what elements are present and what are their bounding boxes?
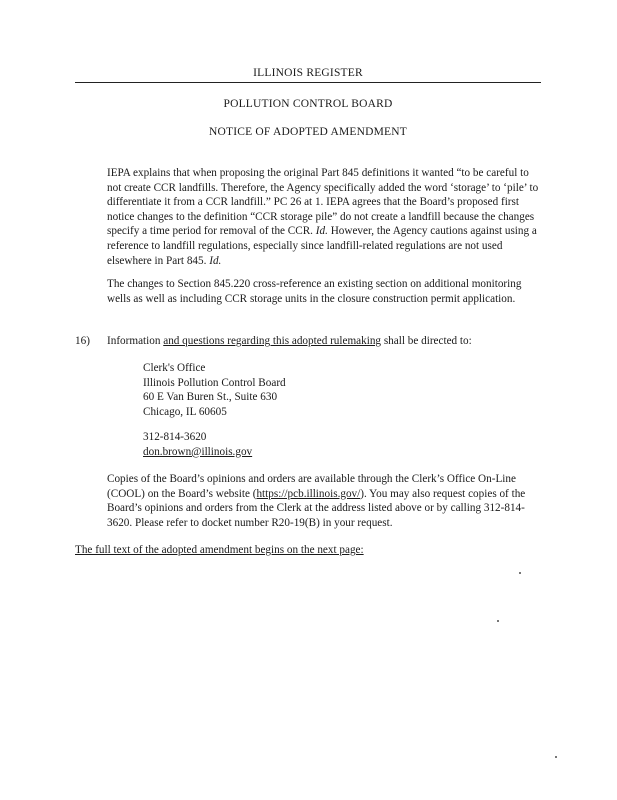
item-16-text — [107, 334, 472, 349]
paragraph-copies-info — [107, 472, 541, 530]
contact-address — [143, 361, 286, 419]
paragraph-text-a: IEPA explains that when proposing the original Part 845 definitions it wanted “to be careful to not create CCR landfills. Therefore, the Agency specifically added the word ‘storage’ to ‘pile’ to differentiate it from a CCR landfill.” PC 26 at 1. IEPA agrees that the Board’s proposed first notice changes to the definition “CCR storage pile” do not create a landfill because the changes specify a time period for removal of the CCR. — [107, 167, 539, 238]
contact-phone: 312-814-3620 — [143, 431, 207, 443]
scan-speck — [519, 572, 521, 574]
citation-id: Id. — [315, 225, 328, 238]
paragraph-iepa-explanation — [107, 166, 541, 268]
website-link[interactable]: https://pcb.illinois.gov/ — [256, 487, 361, 500]
item-number: 16) — [75, 335, 90, 347]
notice-title: NOTICE OF ADOPTED AMENDMENT — [208, 126, 408, 138]
contact-street: 60 E Van Buren St., Suite 630 — [143, 391, 278, 404]
full-text-notice: The full text of the adopted amendment begins on the next page: — [75, 544, 364, 556]
contact-office: Clerk's Office — [143, 362, 206, 374]
item-text-plain-2: shall be directed to: — [381, 335, 472, 347]
board-title: POLLUTION CONTROL BOARD — [223, 98, 393, 110]
contact-city: Chicago, IL 60605 — [143, 405, 227, 418]
citation-id: Id. — [209, 254, 222, 267]
scan-speck — [497, 620, 499, 622]
contact-email-link[interactable]: don.brown@illinois.gov — [143, 445, 253, 458]
item-text-plain: Information — [107, 335, 164, 347]
paragraph-section-changes: The changes to Section 845.220 cross-reference an existing section on additional monitoring wells as well as including CCR storage units in the closure construction permit application. — [107, 278, 522, 305]
scan-speck — [555, 756, 557, 758]
copies-text-a: Copies of the Board’s opinions and orders are available through the Clerk’s Office On-Line (COOL) on the Board’s website ( — [107, 473, 516, 500]
paragraph-text-b: However, the Agency cautions against using a reference to landfill regulations, especially since landfill-related regulations are not used elsewhere in Part 845. — [107, 225, 537, 267]
contact-board-name: Illinois Pollution Control Board — [143, 376, 286, 389]
register-header: ILLINOIS REGISTER — [75, 66, 541, 83]
item-text-underlined: and questions regarding this adopted rulemaking — [163, 335, 382, 347]
contact-details — [143, 430, 252, 459]
copies-text-b: ). You may also request copies of the Board’s opinions and orders from the Clerk at the address listed above or by calling 312-814-3620. Please refer to docket number R20-19(B) in your request. — [107, 487, 526, 529]
